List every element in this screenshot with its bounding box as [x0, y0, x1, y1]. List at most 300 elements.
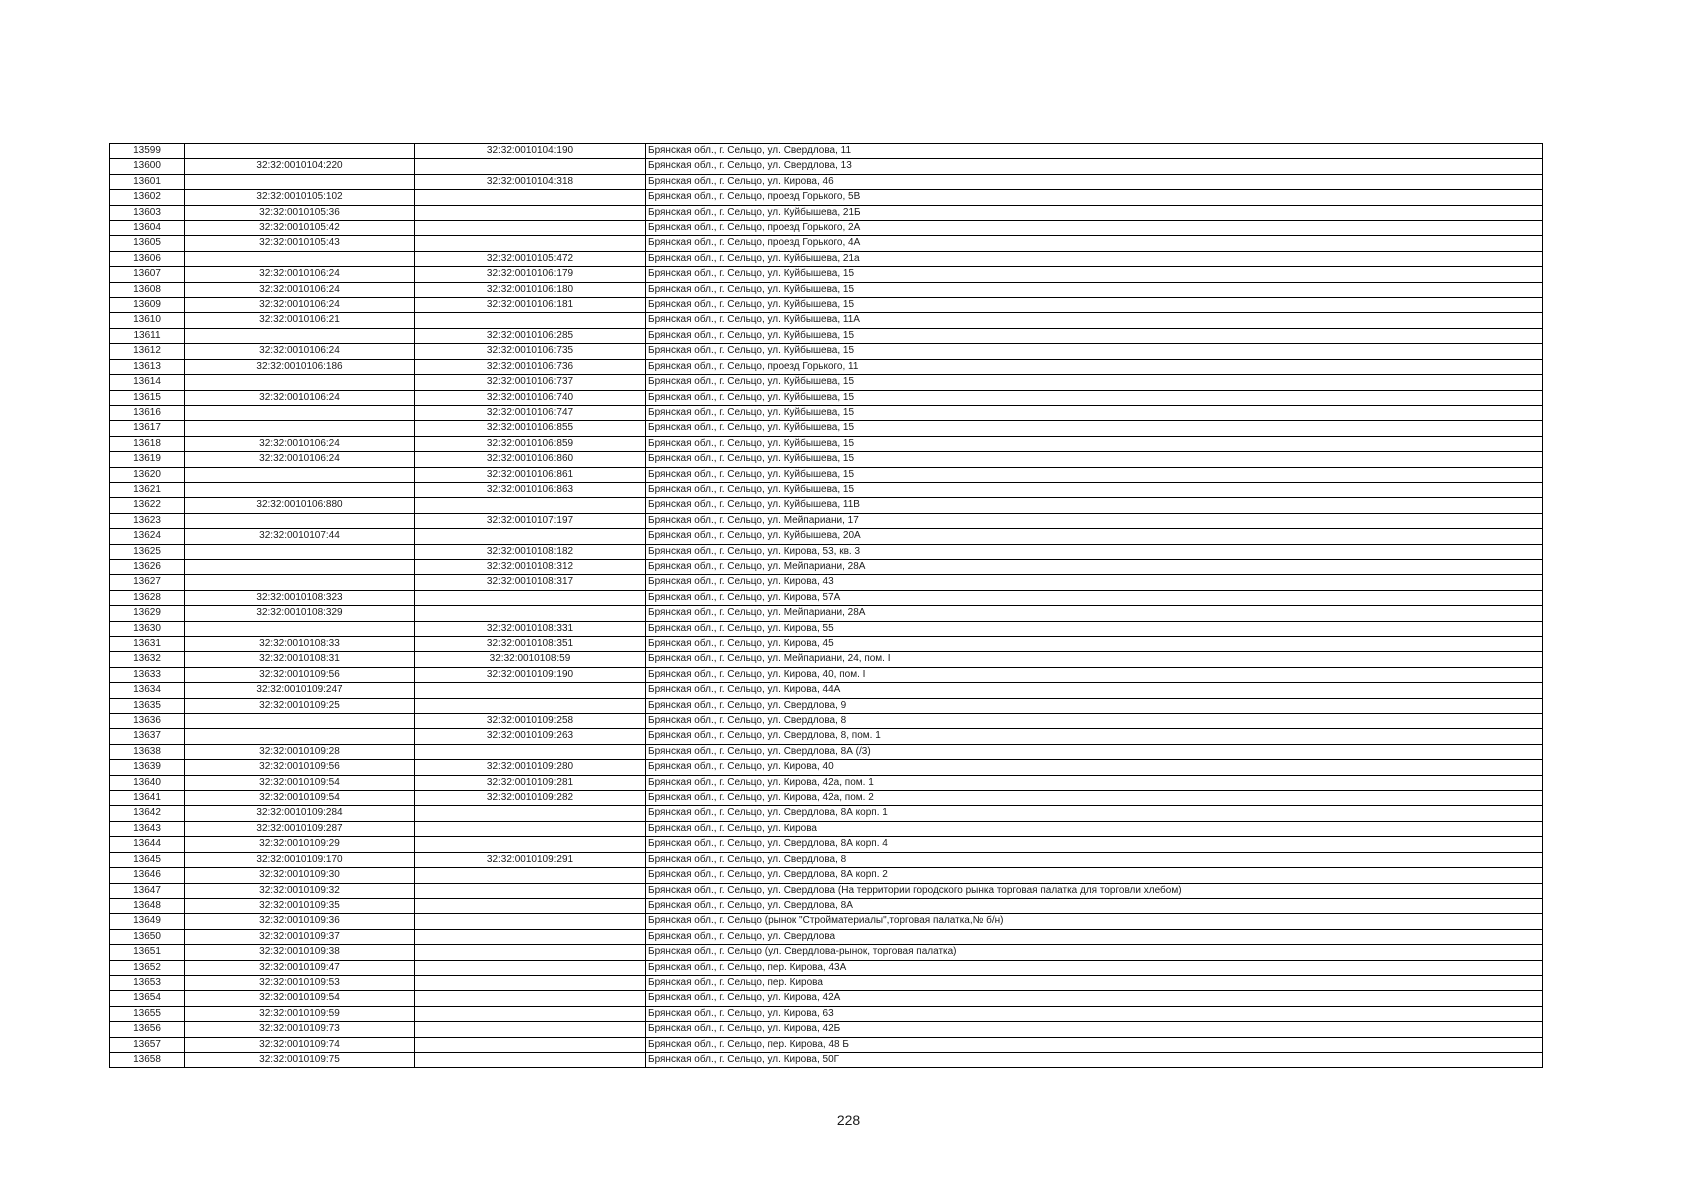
building-cadastral-number-cell [415, 159, 646, 174]
table-row [110, 436, 1543, 451]
row-number-cell: 13602 [110, 190, 185, 205]
address-cell: Брянская обл., г. Сельцо, ул. Свердлова, 8, пом. 1 [646, 729, 1543, 744]
table-row [110, 390, 1543, 405]
address-cell: Брянская обл., г. Сельцо, ул. Мейпариани, 28А [646, 559, 1543, 574]
land-cadastral-number-cell [185, 513, 415, 528]
land-cadastral-number-cell: 32:32:0010109:287 [185, 821, 415, 836]
land-cadastral-number-cell: 32:32:0010109:73 [185, 1022, 415, 1037]
building-cadastral-number-cell: 32:32:0010106:736 [415, 359, 646, 374]
table-row [110, 929, 1543, 944]
row-number-cell: 13645 [110, 852, 185, 867]
table-row [110, 375, 1543, 390]
row-number-cell: 13599 [110, 144, 185, 159]
row-number-cell: 13628 [110, 590, 185, 605]
table-row [110, 405, 1543, 420]
building-cadastral-number-cell: 32:32:0010108:351 [415, 637, 646, 652]
table-row [110, 328, 1543, 343]
table-row [110, 251, 1543, 266]
row-number-cell: 13632 [110, 652, 185, 667]
table-row [110, 590, 1543, 605]
table-row [110, 282, 1543, 297]
address-cell: Брянская обл., г. Сельцо, ул. Свердлова (На территории городского рынка торговая палатка для торговли хлебом) [646, 883, 1543, 898]
table-row [110, 683, 1543, 698]
land-cadastral-number-cell: 32:32:0010109:54 [185, 775, 415, 790]
address-cell: Брянская обл., г. Сельцо, ул. Свердлова, 8А (/3) [646, 744, 1543, 759]
table-row [110, 529, 1543, 544]
row-number-cell: 13627 [110, 575, 185, 590]
building-cadastral-number-cell: 32:32:0010108:59 [415, 652, 646, 667]
table-row [110, 760, 1543, 775]
table-row [110, 1006, 1543, 1021]
building-cadastral-number-cell: 32:32:0010106:860 [415, 452, 646, 467]
row-number-cell: 13643 [110, 821, 185, 836]
row-number-cell: 13610 [110, 313, 185, 328]
building-cadastral-number-cell [415, 190, 646, 205]
table-row [110, 652, 1543, 667]
land-cadastral-number-cell: 32:32:0010109:28 [185, 744, 415, 759]
land-cadastral-number-cell [185, 714, 415, 729]
address-cell: Брянская обл., г. Сельцо, ул. Кирова, 40 [646, 760, 1543, 775]
land-cadastral-number-cell: 32:32:0010109:59 [185, 1006, 415, 1021]
building-cadastral-number-cell: 32:32:0010109:280 [415, 760, 646, 775]
row-number-cell: 13649 [110, 914, 185, 929]
table-row [110, 174, 1543, 189]
table-row [110, 205, 1543, 220]
table-row [110, 960, 1543, 975]
row-number-cell: 13605 [110, 236, 185, 251]
building-cadastral-number-cell [415, 744, 646, 759]
table-row [110, 467, 1543, 482]
building-cadastral-number-cell [415, 991, 646, 1006]
address-cell: Брянская обл., г. Сельцо, ул. Куйбышева, 15 [646, 344, 1543, 359]
land-cadastral-number-cell [185, 251, 415, 266]
land-cadastral-number-cell [185, 621, 415, 636]
address-cell: Брянская обл., г. Сельцо, ул. Куйбышева, 15 [646, 328, 1543, 343]
building-cadastral-number-cell: 32:32:0010106:855 [415, 421, 646, 436]
land-cadastral-number-cell: 32:32:0010109:30 [185, 868, 415, 883]
building-cadastral-number-cell: 32:32:0010109:190 [415, 667, 646, 682]
table-row [110, 190, 1543, 205]
building-cadastral-number-cell [415, 683, 646, 698]
address-cell: Брянская обл., г. Сельцо, ул. Куйбышева, 21а [646, 251, 1543, 266]
land-cadastral-number-cell: 32:32:0010106:24 [185, 298, 415, 313]
row-number-cell: 13655 [110, 1006, 185, 1021]
land-cadastral-number-cell: 32:32:0010106:24 [185, 282, 415, 297]
building-cadastral-number-cell [415, 1022, 646, 1037]
row-number-cell: 13607 [110, 267, 185, 282]
building-cadastral-number-cell [415, 975, 646, 990]
row-number-cell: 13600 [110, 159, 185, 174]
land-cadastral-number-cell: 32:32:0010109:38 [185, 945, 415, 960]
building-cadastral-number-cell: 32:32:0010109:263 [415, 729, 646, 744]
building-cadastral-number-cell: 32:32:0010109:258 [415, 714, 646, 729]
row-number-cell: 13622 [110, 498, 185, 513]
row-number-cell: 13620 [110, 467, 185, 482]
building-cadastral-number-cell [415, 529, 646, 544]
address-cell: Брянская обл., г. Сельцо, проезд Горького, 11 [646, 359, 1543, 374]
address-cell: Брянская обл., г. Сельцо, ул. Свердлова, 8А корп. 1 [646, 806, 1543, 821]
land-cadastral-number-cell [185, 174, 415, 189]
land-cadastral-number-cell: 32:32:0010109:54 [185, 791, 415, 806]
address-cell: Брянская обл., г. Сельцо, ул. Кирова, 55 [646, 621, 1543, 636]
address-cell: Брянская обл., г. Сельцо, ул. Свердлова, 8А корп. 2 [646, 868, 1543, 883]
address-cell: Брянская обл., г. Сельцо, ул. Мейпариани, 24, пом. I [646, 652, 1543, 667]
row-number-cell: 13623 [110, 513, 185, 528]
row-number-cell: 13612 [110, 344, 185, 359]
row-number-cell: 13653 [110, 975, 185, 990]
building-cadastral-number-cell [415, 883, 646, 898]
table-row [110, 991, 1543, 1006]
table-row [110, 606, 1543, 621]
address-cell: Брянская обл., г. Сельцо, ул. Свердлова, 13 [646, 159, 1543, 174]
address-cell: Брянская обл., г. Сельцо, проезд Горького, 5В [646, 190, 1543, 205]
building-cadastral-number-cell [415, 1037, 646, 1052]
row-number-cell: 13637 [110, 729, 185, 744]
address-cell: Брянская обл., г. Сельцо, пер. Кирова, 48 Б [646, 1037, 1543, 1052]
address-cell: Брянская обл., г. Сельцо, ул. Куйбышева, 15 [646, 405, 1543, 420]
building-cadastral-number-cell [415, 960, 646, 975]
table-row [110, 498, 1543, 513]
land-cadastral-number-cell: 32:32:0010109:35 [185, 898, 415, 913]
row-number-cell: 13617 [110, 421, 185, 436]
table-row [110, 637, 1543, 652]
table-row [110, 698, 1543, 713]
address-cell: Брянская обл., г. Сельцо, ул. Кирова, 43 [646, 575, 1543, 590]
table-row [110, 236, 1543, 251]
table-row [110, 868, 1543, 883]
building-cadastral-number-cell: 32:32:0010108:312 [415, 559, 646, 574]
land-cadastral-number-cell: 32:32:0010109:29 [185, 837, 415, 852]
row-number-cell: 13630 [110, 621, 185, 636]
address-cell: Брянская обл., г. Сельцо, ул. Куйбышева, 15 [646, 452, 1543, 467]
address-cell: Брянская обл., г. Сельцо (рынок "Стройматериалы",торговая палатка,№ б/н) [646, 914, 1543, 929]
address-cell: Брянская обл., г. Сельцо, ул. Свердлова, 9 [646, 698, 1543, 713]
row-number-cell: 13629 [110, 606, 185, 621]
address-cell: Брянская обл., г. Сельцо, ул. Куйбышева, 15 [646, 267, 1543, 282]
row-number-cell: 13625 [110, 544, 185, 559]
table-row [110, 313, 1543, 328]
address-cell: Брянская обл., г. Сельцо, ул. Свердлова, 8 [646, 714, 1543, 729]
building-cadastral-number-cell: 32:32:0010106:859 [415, 436, 646, 451]
building-cadastral-number-cell [415, 821, 646, 836]
land-cadastral-number-cell: 32:32:0010106:21 [185, 313, 415, 328]
address-cell: Брянская обл., г. Сельцо, ул. Куйбышева, 15 [646, 467, 1543, 482]
table-row [110, 837, 1543, 852]
table-row [110, 852, 1543, 867]
address-cell: Брянская обл., г. Сельцо, ул. Кирова, 46 [646, 174, 1543, 189]
row-number-cell: 13644 [110, 837, 185, 852]
address-cell: Брянская обл., г. Сельцо, ул. Кирова, 42а, пом. 1 [646, 775, 1543, 790]
building-cadastral-number-cell [415, 1006, 646, 1021]
address-cell: Брянская обл., г. Сельцо, ул. Кирова, 40, пом. I [646, 667, 1543, 682]
row-number-cell: 13650 [110, 929, 185, 944]
row-number-cell: 13608 [110, 282, 185, 297]
land-cadastral-number-cell: 32:32:0010109:284 [185, 806, 415, 821]
address-cell: Брянская обл., г. Сельцо, ул. Куйбышева, 15 [646, 482, 1543, 497]
table-row [110, 1022, 1543, 1037]
land-cadastral-number-cell [185, 729, 415, 744]
land-cadastral-number-cell: 32:32:0010105:42 [185, 221, 415, 236]
land-cadastral-number-cell: 32:32:0010109:25 [185, 698, 415, 713]
row-number-cell: 13658 [110, 1052, 185, 1067]
address-cell: Брянская обл., г. Сельцо, ул. Кирова, 63 [646, 1006, 1543, 1021]
row-number-cell: 13639 [110, 760, 185, 775]
address-cell: Брянская обл., г. Сельцо, ул. Кирова [646, 821, 1543, 836]
row-number-cell: 13646 [110, 868, 185, 883]
building-cadastral-number-cell: 32:32:0010106:181 [415, 298, 646, 313]
row-number-cell: 13614 [110, 375, 185, 390]
building-cadastral-number-cell [415, 205, 646, 220]
row-number-cell: 13603 [110, 205, 185, 220]
table-row [110, 883, 1543, 898]
row-number-cell: 13604 [110, 221, 185, 236]
building-cadastral-number-cell [415, 590, 646, 605]
building-cadastral-number-cell: 32:32:0010109:291 [415, 852, 646, 867]
building-cadastral-number-cell: 32:32:0010105:472 [415, 251, 646, 266]
table-row [110, 744, 1543, 759]
table-row [110, 1052, 1543, 1067]
land-cadastral-number-cell: 32:32:0010106:24 [185, 267, 415, 282]
building-cadastral-number-cell: 32:32:0010108:182 [415, 544, 646, 559]
land-cadastral-number-cell: 32:32:0010109:170 [185, 852, 415, 867]
row-number-cell: 13635 [110, 698, 185, 713]
land-cadastral-number-cell: 32:32:0010108:329 [185, 606, 415, 621]
land-cadastral-number-cell: 32:32:0010109:247 [185, 683, 415, 698]
table-row [110, 544, 1543, 559]
land-cadastral-number-cell: 32:32:0010105:102 [185, 190, 415, 205]
land-cadastral-number-cell: 32:32:0010109:56 [185, 667, 415, 682]
building-cadastral-number-cell: 32:32:0010106:735 [415, 344, 646, 359]
land-cadastral-number-cell: 32:32:0010106:24 [185, 436, 415, 451]
building-cadastral-number-cell: 32:32:0010104:190 [415, 144, 646, 159]
address-cell: Брянская обл., г. Сельцо, ул. Куйбышева, 15 [646, 436, 1543, 451]
row-number-cell: 13626 [110, 559, 185, 574]
address-cell: Брянская обл., г. Сельцо, ул. Куйбышева, 15 [646, 421, 1543, 436]
row-number-cell: 13641 [110, 791, 185, 806]
land-cadastral-number-cell: 32:32:0010109:56 [185, 760, 415, 775]
row-number-cell: 13624 [110, 529, 185, 544]
land-cadastral-number-cell [185, 467, 415, 482]
row-number-cell: 13616 [110, 405, 185, 420]
building-cadastral-number-cell [415, 1052, 646, 1067]
land-cadastral-number-cell: 32:32:0010106:880 [185, 498, 415, 513]
building-cadastral-number-cell: 32:32:0010106:863 [415, 482, 646, 497]
land-cadastral-number-cell [185, 421, 415, 436]
row-number-cell: 13652 [110, 960, 185, 975]
table-row [110, 513, 1543, 528]
building-cadastral-number-cell: 32:32:0010109:281 [415, 775, 646, 790]
table-row [110, 559, 1543, 574]
land-cadastral-number-cell [185, 405, 415, 420]
land-cadastral-number-cell [185, 544, 415, 559]
building-cadastral-number-cell [415, 313, 646, 328]
building-cadastral-number-cell [415, 914, 646, 929]
address-cell: Брянская обл., г. Сельцо, ул. Куйбышева, 20А [646, 529, 1543, 544]
land-cadastral-number-cell: 32:32:0010104:220 [185, 159, 415, 174]
land-cadastral-number-cell: 32:32:0010109:54 [185, 991, 415, 1006]
table-row [110, 945, 1543, 960]
land-cadastral-number-cell: 32:32:0010108:31 [185, 652, 415, 667]
table-row [110, 421, 1543, 436]
land-cadastral-number-cell [185, 575, 415, 590]
building-cadastral-number-cell: 32:32:0010106:747 [415, 405, 646, 420]
address-cell: Брянская обл., г. Сельцо, пер. Кирова [646, 975, 1543, 990]
table-row [110, 221, 1543, 236]
land-cadastral-number-cell: 32:32:0010105:43 [185, 236, 415, 251]
land-cadastral-number-cell [185, 328, 415, 343]
table-row [110, 914, 1543, 929]
row-number-cell: 13633 [110, 667, 185, 682]
building-cadastral-number-cell [415, 806, 646, 821]
row-number-cell: 13642 [110, 806, 185, 821]
row-number-cell: 13640 [110, 775, 185, 790]
row-number-cell: 13656 [110, 1022, 185, 1037]
registry-table [109, 143, 1543, 1068]
building-cadastral-number-cell: 32:32:0010106:179 [415, 267, 646, 282]
table-row [110, 821, 1543, 836]
table-row [110, 144, 1543, 159]
row-number-cell: 13636 [110, 714, 185, 729]
table-row [110, 575, 1543, 590]
address-cell: Брянская обл., г. Сельцо, ул. Кирова, 42а, пом. 2 [646, 791, 1543, 806]
table-row [110, 714, 1543, 729]
building-cadastral-number-cell [415, 236, 646, 251]
land-cadastral-number-cell [185, 144, 415, 159]
address-cell: Брянская обл., г. Сельцо, ул. Кирова, 44А [646, 683, 1543, 698]
building-cadastral-number-cell: 32:32:0010106:180 [415, 282, 646, 297]
row-number-cell: 13634 [110, 683, 185, 698]
table-row [110, 621, 1543, 636]
building-cadastral-number-cell [415, 945, 646, 960]
table-row [110, 775, 1543, 790]
land-cadastral-number-cell: 32:32:0010109:37 [185, 929, 415, 944]
building-cadastral-number-cell: 32:32:0010104:318 [415, 174, 646, 189]
table-row [110, 1037, 1543, 1052]
address-cell: Брянская обл., г. Сельцо, ул. Куйбышева, 15 [646, 282, 1543, 297]
address-cell: Брянская обл., г. Сельцо, пер. Кирова, 43А [646, 960, 1543, 975]
row-number-cell: 13621 [110, 482, 185, 497]
table-row [110, 159, 1543, 174]
land-cadastral-number-cell: 32:32:0010109:53 [185, 975, 415, 990]
address-cell: Брянская обл., г. Сельцо, ул. Кирова, 50Г [646, 1052, 1543, 1067]
building-cadastral-number-cell: 32:32:0010109:282 [415, 791, 646, 806]
address-cell: Брянская обл., г. Сельцо, ул. Куйбышева, 15 [646, 390, 1543, 405]
row-number-cell: 13618 [110, 436, 185, 451]
land-cadastral-number-cell: 32:32:0010106:24 [185, 390, 415, 405]
address-cell: Брянская обл., г. Сельцо, ул. Мейпариани, 28А [646, 606, 1543, 621]
building-cadastral-number-cell: 32:32:0010108:317 [415, 575, 646, 590]
row-number-cell: 13647 [110, 883, 185, 898]
building-cadastral-number-cell [415, 837, 646, 852]
row-number-cell: 13651 [110, 945, 185, 960]
address-cell: Брянская обл., г. Сельцо, ул. Кирова, 42Б [646, 1022, 1543, 1037]
land-cadastral-number-cell: 32:32:0010106:186 [185, 359, 415, 374]
building-cadastral-number-cell [415, 698, 646, 713]
table-row [110, 898, 1543, 913]
address-cell: Брянская обл., г. Сельцо, проезд Горького, 2А [646, 221, 1543, 236]
table-row [110, 791, 1543, 806]
building-cadastral-number-cell: 32:32:0010106:861 [415, 467, 646, 482]
row-number-cell: 13613 [110, 359, 185, 374]
land-cadastral-number-cell: 32:32:0010106:24 [185, 452, 415, 467]
row-number-cell: 13611 [110, 328, 185, 343]
row-number-cell: 13654 [110, 991, 185, 1006]
address-cell: Брянская обл., г. Сельцо, ул. Куйбышева, 21Б [646, 205, 1543, 220]
land-cadastral-number-cell: 32:32:0010108:33 [185, 637, 415, 652]
land-cadastral-number-cell: 32:32:0010109:74 [185, 1037, 415, 1052]
address-cell: Брянская обл., г. Сельцо, ул. Куйбышева, 11А [646, 313, 1543, 328]
address-cell: Брянская обл., г. Сельцо, ул. Кирова, 45 [646, 637, 1543, 652]
land-cadastral-number-cell: 32:32:0010105:36 [185, 205, 415, 220]
land-cadastral-number-cell: 32:32:0010109:36 [185, 914, 415, 929]
address-cell: Брянская обл., г. Сельцо, ул. Свердлова, 8А корп. 4 [646, 837, 1543, 852]
table-row [110, 806, 1543, 821]
table-row [110, 482, 1543, 497]
address-cell: Брянская обл., г. Сельцо, ул. Куйбышева, 15 [646, 298, 1543, 313]
building-cadastral-number-cell: 32:32:0010107:197 [415, 513, 646, 528]
building-cadastral-number-cell [415, 898, 646, 913]
address-cell: Брянская обл., г. Сельцо, ул. Свердлова, 8А [646, 898, 1543, 913]
building-cadastral-number-cell: 32:32:0010108:331 [415, 621, 646, 636]
address-cell: Брянская обл., г. Сельцо, проезд Горького, 4А [646, 236, 1543, 251]
land-cadastral-number-cell: 32:32:0010106:24 [185, 344, 415, 359]
row-number-cell: 13657 [110, 1037, 185, 1052]
land-cadastral-number-cell: 32:32:0010107:44 [185, 529, 415, 544]
row-number-cell: 13619 [110, 452, 185, 467]
table-row [110, 975, 1543, 990]
row-number-cell: 13609 [110, 298, 185, 313]
building-cadastral-number-cell: 32:32:0010106:740 [415, 390, 646, 405]
land-cadastral-number-cell: 32:32:0010109:32 [185, 883, 415, 898]
land-cadastral-number-cell: 32:32:0010108:323 [185, 590, 415, 605]
address-cell: Брянская обл., г. Сельцо, ул. Кирова, 42А [646, 991, 1543, 1006]
address-cell: Брянская обл., г. Сельцо, ул. Кирова, 53, кв. 3 [646, 544, 1543, 559]
land-cadastral-number-cell: 32:32:0010109:75 [185, 1052, 415, 1067]
building-cadastral-number-cell [415, 606, 646, 621]
address-cell: Брянская обл., г. Сельцо, ул. Свердлова [646, 929, 1543, 944]
row-number-cell: 13631 [110, 637, 185, 652]
land-cadastral-number-cell [185, 482, 415, 497]
table-row [110, 267, 1543, 282]
row-number-cell: 13606 [110, 251, 185, 266]
address-cell: Брянская обл., г. Сельцо, ул. Кирова, 57А [646, 590, 1543, 605]
land-cadastral-number-cell [185, 559, 415, 574]
table-row [110, 729, 1543, 744]
land-cadastral-number-cell: 32:32:0010109:47 [185, 960, 415, 975]
building-cadastral-number-cell [415, 868, 646, 883]
address-cell: Брянская обл., г. Сельцо (ул. Свердлова-рынок, торговая палатка) [646, 945, 1543, 960]
building-cadastral-number-cell: 32:32:0010106:285 [415, 328, 646, 343]
row-number-cell: 13615 [110, 390, 185, 405]
registry-table-body [110, 144, 1543, 1068]
table-row [110, 344, 1543, 359]
table-row [110, 452, 1543, 467]
building-cadastral-number-cell [415, 929, 646, 944]
address-cell: Брянская обл., г. Сельцо, ул. Свердлова, 11 [646, 144, 1543, 159]
row-number-cell: 13648 [110, 898, 185, 913]
land-cadastral-number-cell [185, 375, 415, 390]
building-cadastral-number-cell [415, 498, 646, 513]
table-row [110, 359, 1543, 374]
building-cadastral-number-cell [415, 221, 646, 236]
page-number: 228 [836, 1112, 861, 1128]
address-cell: Брянская обл., г. Сельцо, ул. Свердлова, 8 [646, 852, 1543, 867]
address-cell: Брянская обл., г. Сельцо, ул. Куйбышева, 15 [646, 375, 1543, 390]
table-row [110, 298, 1543, 313]
address-cell: Брянская обл., г. Сельцо, ул. Куйбышева, 11В [646, 498, 1543, 513]
row-number-cell: 13601 [110, 174, 185, 189]
building-cadastral-number-cell: 32:32:0010106:737 [415, 375, 646, 390]
